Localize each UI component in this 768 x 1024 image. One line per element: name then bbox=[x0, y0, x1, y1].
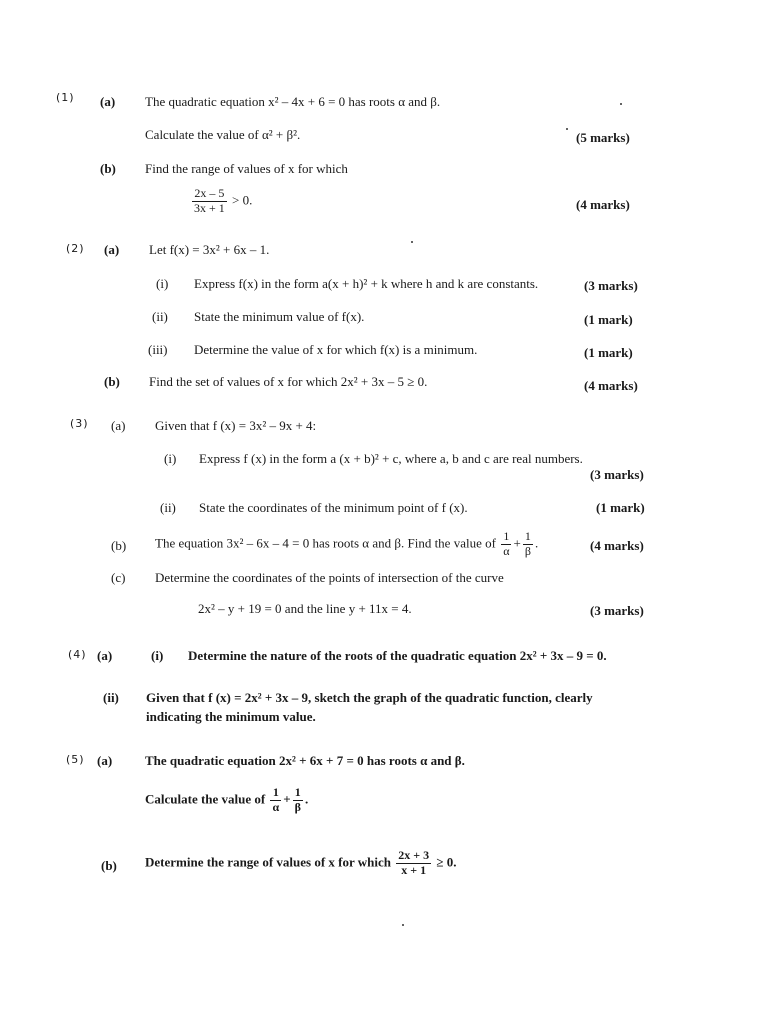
question-text bbox=[145, 849, 456, 878]
marks-label: (3 marks) bbox=[590, 603, 644, 618]
question-text: Express f (x) in the form a (x + b)² + c, where a, b and c are real numbers. bbox=[199, 451, 583, 466]
inequality-tail: ≥ 0. bbox=[436, 854, 457, 870]
subpart-label: (ii) bbox=[160, 500, 176, 515]
question-text: Given that f (x) = 3x² – 9x + 4: bbox=[155, 418, 317, 433]
period: . bbox=[304, 791, 309, 807]
subpart-label: (i) bbox=[151, 648, 164, 663]
fraction-denominator: α bbox=[272, 799, 280, 814]
fraction bbox=[270, 786, 281, 815]
part-label: (c) bbox=[111, 570, 126, 585]
inequality-tail: > 0. bbox=[232, 192, 253, 208]
scan-speck bbox=[566, 128, 568, 130]
scan-speck bbox=[411, 241, 413, 243]
fraction-numerator: 1 bbox=[523, 530, 533, 545]
marks-label: (1 mark) bbox=[584, 345, 633, 360]
subpart-label: (ii) bbox=[103, 690, 119, 705]
question-text: Find the range of values of x for which bbox=[145, 161, 348, 176]
fraction-numerator: 1 bbox=[270, 786, 281, 801]
question-text: Determine the coordinates of the points of intersection of the curve bbox=[155, 570, 504, 585]
question-text: The quadratic equation x² – 4x + 6 = 0 has roots α and β. bbox=[145, 94, 441, 109]
fraction-denominator: β bbox=[524, 543, 531, 558]
fraction-numerator: 1 bbox=[501, 530, 511, 545]
fraction bbox=[501, 530, 511, 559]
subpart-label: (i) bbox=[156, 276, 169, 291]
question-text: Determine the value of x for which f(x) is a minimum. bbox=[194, 342, 478, 357]
question-text: The quadratic equation 2x² + 6x + 7 = 0 has roots α and β. bbox=[145, 753, 465, 768]
fraction-denominator: 3x + 1 bbox=[194, 200, 225, 215]
fraction-numerator: 1 bbox=[293, 786, 303, 801]
question-text bbox=[145, 786, 308, 815]
part-label: (a) bbox=[97, 753, 113, 768]
fraction-denominator: α bbox=[503, 543, 510, 558]
marks-label: (1 mark) bbox=[584, 312, 633, 327]
scan-speck bbox=[402, 924, 404, 926]
scan-speck bbox=[620, 103, 622, 105]
plus-sign: + bbox=[283, 791, 291, 807]
question-number: (4) bbox=[68, 648, 87, 661]
part-label: (a) bbox=[111, 418, 126, 433]
question-text: State the minimum value of f(x). bbox=[194, 309, 365, 324]
question-number: (3) bbox=[70, 417, 89, 430]
part-label: (b) bbox=[104, 374, 120, 389]
fraction-denominator: β bbox=[294, 799, 301, 814]
fraction bbox=[396, 849, 431, 878]
question-text-prefix: The equation 3x² – 6x – 4 = 0 has roots α and β. Find the value of bbox=[155, 535, 496, 551]
fraction-denominator: x + 1 bbox=[401, 862, 427, 877]
part-label: (b) bbox=[101, 858, 117, 873]
fraction-numerator: 2x – 5 bbox=[192, 187, 227, 202]
marks-label: (4 marks) bbox=[576, 197, 630, 212]
period: . bbox=[534, 535, 539, 551]
part-label: (a) bbox=[104, 242, 120, 257]
question-text: 2x² – y + 19 = 0 and the line y + 11x = 4. bbox=[198, 601, 412, 616]
question-text: Calculate the value of α² + β². bbox=[145, 127, 301, 142]
subpart-label: (i) bbox=[164, 451, 177, 466]
question-text-prefix: Calculate the value of bbox=[145, 791, 266, 807]
plus-sign: + bbox=[513, 535, 521, 551]
marks-label: (4 marks) bbox=[584, 378, 638, 393]
question-number: (5) bbox=[66, 753, 85, 766]
part-label: (a) bbox=[100, 94, 116, 109]
question-text: Express f(x) in the form a(x + h)² + k where h and k are constants. bbox=[194, 276, 539, 291]
marks-label: (4 marks) bbox=[590, 538, 644, 553]
part-label: (b) bbox=[100, 161, 116, 176]
fraction-expression bbox=[190, 187, 252, 216]
fraction bbox=[293, 786, 303, 815]
question-text-prefix: Determine the range of values of x for which bbox=[145, 854, 391, 870]
question-text bbox=[155, 530, 538, 559]
subpart-label: (ii) bbox=[152, 309, 168, 324]
question-number: (1) bbox=[56, 91, 75, 104]
fraction bbox=[523, 530, 533, 559]
question-text: Let f(x) = 3x² + 6x – 1. bbox=[149, 242, 270, 257]
question-number: (2) bbox=[66, 242, 85, 255]
part-label: (a) bbox=[97, 648, 113, 663]
question-text: Determine the nature of the roots of the quadratic equation 2x² + 3x – 9 = 0. bbox=[188, 648, 607, 663]
marks-label: (1 mark) bbox=[596, 500, 645, 515]
subpart-label: (iii) bbox=[148, 342, 168, 357]
part-label: (b) bbox=[111, 538, 127, 553]
marks-label: (3 marks) bbox=[590, 467, 644, 482]
question-text: indicating the minimum value. bbox=[146, 709, 316, 724]
question-text: Find the set of values of x for which 2x² + 3x – 5 ≥ 0. bbox=[149, 374, 428, 389]
fraction bbox=[192, 187, 227, 216]
marks-label: (3 marks) bbox=[584, 278, 638, 293]
marks-label: (5 marks) bbox=[576, 130, 630, 145]
fraction-numerator: 2x + 3 bbox=[398, 848, 430, 862]
question-text: State the coordinates of the minimum point of f (x). bbox=[199, 500, 468, 515]
question-text: Given that f (x) = 2x² + 3x – 9, sketch the graph of the quadratic function, clearly bbox=[146, 690, 593, 705]
